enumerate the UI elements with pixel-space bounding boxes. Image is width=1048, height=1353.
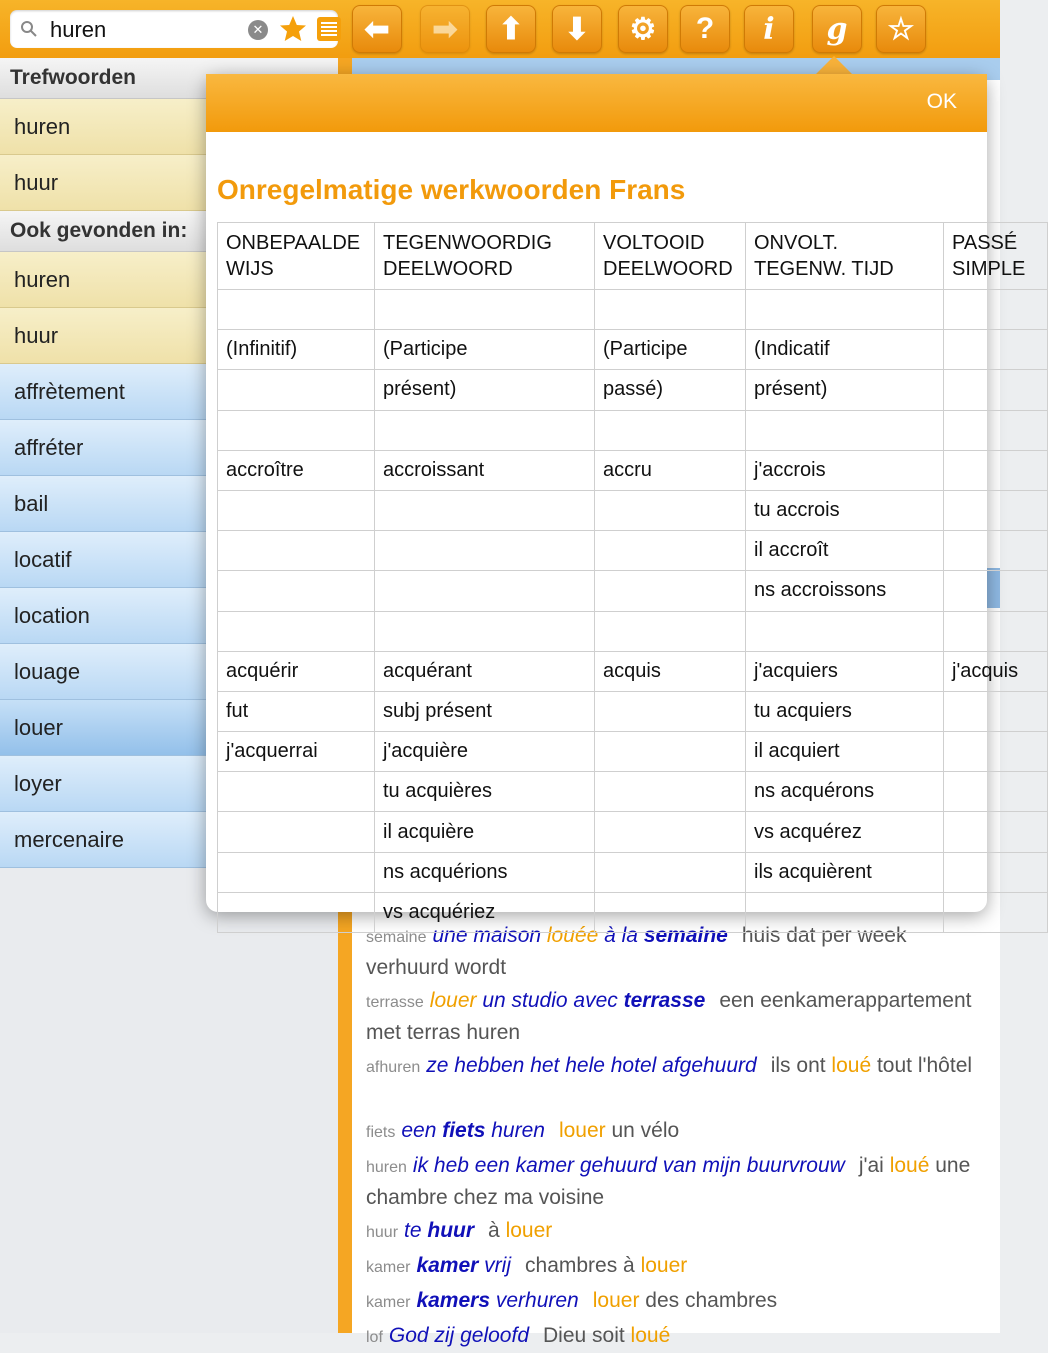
table-cell: il acquière	[375, 812, 595, 852]
found-item[interactable]: loyer	[0, 756, 338, 812]
table-cell	[595, 772, 746, 812]
table-cell: tu acquiers	[746, 691, 944, 731]
example-item[interactable]	[366, 1216, 976, 1248]
column-header: VOLTOOID DEELWOORD	[595, 223, 746, 290]
table-row	[218, 490, 1048, 530]
table-cell	[218, 892, 375, 932]
example-keyword: lof	[366, 1329, 383, 1346]
source-text: vrij	[478, 1254, 512, 1277]
table-cell	[218, 370, 375, 410]
source-text: un studio avec	[476, 989, 624, 1012]
example-keyword: terrasse	[366, 994, 424, 1011]
table-cell	[746, 410, 944, 450]
table-cell: (Participe	[375, 330, 595, 370]
table-cell	[218, 571, 375, 611]
table-row	[218, 571, 1048, 611]
table-row	[218, 772, 1048, 812]
table-cell: (Indicatif	[746, 330, 944, 370]
translation-highlight: loué	[831, 1054, 872, 1077]
table-cell: acquis	[595, 651, 746, 691]
table-row	[218, 611, 1048, 651]
table-cell: j'accrois	[746, 450, 944, 490]
table-cell: fut	[218, 691, 375, 731]
table-cell: ils acquièrent	[746, 852, 944, 892]
table-cell	[595, 691, 746, 731]
table-cell	[375, 531, 595, 571]
table-cell	[595, 812, 746, 852]
arrow-up-icon: ⬆	[498, 12, 524, 46]
popup-header	[206, 74, 987, 132]
source-highlight: louer	[429, 989, 477, 1012]
table-cell: il accroît	[746, 531, 944, 571]
table-row	[218, 450, 1048, 490]
table-cell	[746, 290, 944, 330]
found-item[interactable]: huren	[0, 252, 338, 308]
example-keyword: huren	[366, 1159, 407, 1176]
table-cell: vs acquériez	[375, 892, 595, 932]
grammar-g-icon: g	[826, 11, 848, 47]
verb-table-scroll[interactable]	[217, 222, 1026, 923]
table-cell: j'acquière	[375, 732, 595, 772]
table-cell	[595, 290, 746, 330]
source-bold: semaine	[643, 924, 728, 947]
table-row	[218, 812, 1048, 852]
example-source	[401, 1119, 545, 1142]
table-cell	[595, 892, 746, 932]
table-cell	[218, 852, 375, 892]
source-bold: huur	[427, 1219, 475, 1242]
translation-highlight: loué	[630, 1324, 671, 1347]
table-row	[218, 691, 1048, 731]
source-bold: kamer	[416, 1254, 479, 1277]
table-cell	[218, 531, 375, 571]
table-cell: j'acquerrai	[218, 732, 375, 772]
table-cell: accroissant	[375, 450, 595, 490]
headword-item[interactable]: huren	[0, 99, 338, 155]
translation-text: un vélo	[605, 1119, 680, 1142]
popup-title: Onregelmatige werkwoorden Frans	[217, 174, 686, 205]
found-item[interactable]: location	[0, 588, 338, 644]
table-cell	[746, 611, 944, 651]
example-source	[426, 1054, 756, 1077]
table-cell	[375, 290, 595, 330]
table-cell	[944, 490, 1048, 530]
table-cell	[595, 531, 746, 571]
found-item-selected[interactable]: louer	[0, 700, 338, 756]
example-item[interactable]	[366, 1251, 976, 1283]
table-cell	[944, 611, 1048, 651]
source-text: God zij geloofd	[388, 1324, 529, 1347]
table-row	[218, 852, 1048, 892]
translation-text: des chambres	[639, 1289, 778, 1312]
table-cell	[218, 410, 375, 450]
column-header: TEGENWOORDIG DEELWOORD	[375, 223, 595, 290]
search-input[interactable]	[48, 14, 242, 46]
table-cell: tu acquières	[375, 772, 595, 812]
example-source	[416, 1254, 511, 1277]
table-cell	[218, 772, 375, 812]
table-cell: tu accrois	[746, 490, 944, 530]
translation-highlight: louer	[505, 1219, 553, 1242]
back-button[interactable]	[352, 5, 402, 53]
popup-caret	[816, 56, 852, 74]
translation-highlight: louer	[640, 1254, 688, 1277]
table-row	[218, 892, 1048, 932]
down-button[interactable]	[552, 5, 602, 53]
headword-item[interactable]: huur	[0, 155, 338, 211]
table-row	[218, 290, 1048, 330]
arrow-down-icon: ⬇	[564, 12, 590, 46]
table-cell: présent)	[375, 370, 595, 410]
list-icon[interactable]	[316, 16, 342, 42]
table-cell	[218, 290, 375, 330]
table-cell	[218, 812, 375, 852]
example-source	[404, 1219, 474, 1242]
example-item[interactable]	[366, 1116, 976, 1148]
table-cell	[944, 370, 1048, 410]
example-item[interactable]	[366, 986, 976, 1048]
source-bold: kamers	[416, 1289, 491, 1312]
example-keyword: kamer	[366, 1294, 411, 1311]
table-cell: passé)	[595, 370, 746, 410]
info-icon: i	[763, 11, 775, 47]
table-cell	[944, 852, 1048, 892]
found-item[interactable]: locatif	[0, 532, 338, 588]
translation-text: j'ai	[858, 1154, 890, 1177]
source-bold: fiets	[442, 1119, 486, 1142]
translation-text: une chambre chez ma voisine	[366, 1154, 971, 1209]
favorites-button[interactable]	[876, 5, 926, 53]
translation-text: huis dat per week verhuurd wordt	[366, 924, 907, 979]
example-keyword: afhuren	[366, 1059, 421, 1076]
table-cell	[944, 330, 1048, 370]
arrow-right-icon: ➡	[432, 12, 458, 46]
table-cell: j'acquis	[944, 651, 1048, 691]
verb-table	[217, 222, 1048, 933]
table-cell: (Participe	[595, 330, 746, 370]
grammar-popup	[206, 74, 1026, 923]
arrow-left-icon: ⬅	[364, 12, 390, 46]
table-cell: ns acquérons	[746, 772, 944, 812]
source-text: te	[404, 1219, 428, 1242]
help-button[interactable]	[680, 5, 730, 53]
grammar-button[interactable]	[812, 5, 862, 53]
star-outline-icon: ☆	[887, 12, 915, 46]
table-cell: j'acquiers	[746, 651, 944, 691]
table-cell: présent)	[746, 370, 944, 410]
column-header: ONVOLT. TEGENW. TIJD	[746, 223, 944, 290]
table-cell	[595, 611, 746, 651]
table-cell: acquérant	[375, 651, 595, 691]
gears-icon: ⚙	[629, 12, 657, 46]
table-cell	[595, 852, 746, 892]
column-header: ONBEPAALDE WIJS	[218, 223, 375, 290]
section-found-in: Ook gevonden in:	[0, 211, 338, 252]
table-cell: accru	[595, 450, 746, 490]
table-cell	[944, 892, 1048, 932]
example-item[interactable]	[366, 1151, 976, 1213]
table-cell	[944, 410, 1048, 450]
up-button[interactable]	[486, 5, 536, 53]
source-text: ze hebben het hele hotel afgehuurd	[426, 1054, 757, 1077]
search-box[interactable]	[10, 10, 338, 48]
section-headwords: Trefwoorden	[0, 58, 338, 99]
translation-text: à	[488, 1219, 506, 1242]
table-cell	[944, 450, 1048, 490]
example-source	[389, 1324, 529, 1347]
found-item[interactable]: bail	[0, 476, 338, 532]
translation-highlight: loué	[889, 1154, 930, 1177]
table-cell	[746, 892, 944, 932]
table-cell	[944, 812, 1048, 852]
question-icon: ?	[695, 12, 715, 45]
table-cell: acquérir	[218, 651, 375, 691]
found-item[interactable]: affréter	[0, 420, 338, 476]
example-keyword: kamer	[366, 1259, 411, 1276]
table-row	[218, 651, 1048, 691]
table-cell	[218, 490, 375, 530]
table-cell	[944, 290, 1048, 330]
table-cell	[944, 772, 1048, 812]
found-item[interactable]: huur	[0, 308, 338, 364]
table-cell	[944, 732, 1048, 772]
translation-text: ils ont	[770, 1054, 832, 1077]
translation-text: tout l'hôtel	[871, 1054, 973, 1077]
info-button[interactable]	[744, 5, 794, 53]
column-header: PASSÉ SIMPLE	[944, 223, 1048, 290]
table-cell	[595, 410, 746, 450]
table-cell	[375, 571, 595, 611]
source-text: une maison	[432, 924, 547, 947]
example-source	[430, 989, 706, 1012]
table-cell: il acquiert	[746, 732, 944, 772]
found-item[interactable]: mercenaire	[0, 812, 338, 868]
source-text: huren	[485, 1119, 545, 1142]
found-item[interactable]: louage	[0, 644, 338, 700]
table-cell	[218, 611, 375, 651]
table-cell: ns accroissons	[746, 571, 944, 611]
ok-button[interactable]: OK	[926, 90, 957, 113]
toolbar	[0, 0, 1000, 58]
source-bold: terrasse	[623, 989, 706, 1012]
example-source	[413, 1154, 845, 1177]
table-row	[218, 330, 1048, 370]
table-cell	[375, 611, 595, 651]
table-cell: accroître	[218, 450, 375, 490]
example-item[interactable]	[366, 1286, 976, 1318]
table-cell	[375, 410, 595, 450]
source-text: een	[401, 1119, 443, 1142]
table-cell: (Infinitif)	[218, 330, 375, 370]
clear-search-icon[interactable]: ✕	[248, 20, 268, 40]
example-item[interactable]	[366, 1321, 976, 1353]
table-row	[218, 370, 1048, 410]
table-cell: vs acquérez	[746, 812, 944, 852]
example-source	[416, 1289, 578, 1312]
table-cell	[944, 531, 1048, 571]
translation-highlight: louer	[558, 1119, 606, 1142]
example-item[interactable]	[366, 1051, 976, 1083]
table-cell	[595, 732, 746, 772]
table-cell	[375, 490, 595, 530]
table-row	[218, 410, 1048, 450]
source-text: verhuren	[490, 1289, 579, 1312]
table-row	[218, 732, 1048, 772]
table-row	[218, 531, 1048, 571]
source-highlight: louée	[546, 924, 599, 947]
translation-text: een eenkamerappartement met terras huren	[366, 989, 972, 1044]
source-text: à la	[598, 924, 644, 947]
settings-button[interactable]	[618, 5, 668, 53]
table-cell: subj présent	[375, 691, 595, 731]
example-keyword: fiets	[366, 1124, 396, 1141]
example-keyword: huur	[366, 1224, 399, 1241]
table-cell	[595, 490, 746, 530]
table-cell: ns acquérions	[375, 852, 595, 892]
found-item[interactable]: affrètement	[0, 364, 338, 420]
favorite-star-icon[interactable]	[278, 14, 308, 44]
table-cell	[944, 691, 1048, 731]
table-cell	[595, 571, 746, 611]
translation-text: chambres à	[525, 1254, 641, 1277]
translation-highlight: louer	[592, 1289, 640, 1312]
translation-text: Dieu soit	[543, 1324, 631, 1347]
source-text: ik heb een kamer gehuurd van mijn buurvrouw	[412, 1154, 845, 1177]
forward-button[interactable]	[420, 5, 470, 53]
example-keyword: semaine	[366, 929, 427, 946]
table-cell	[944, 571, 1048, 611]
search-icon	[20, 20, 38, 38]
